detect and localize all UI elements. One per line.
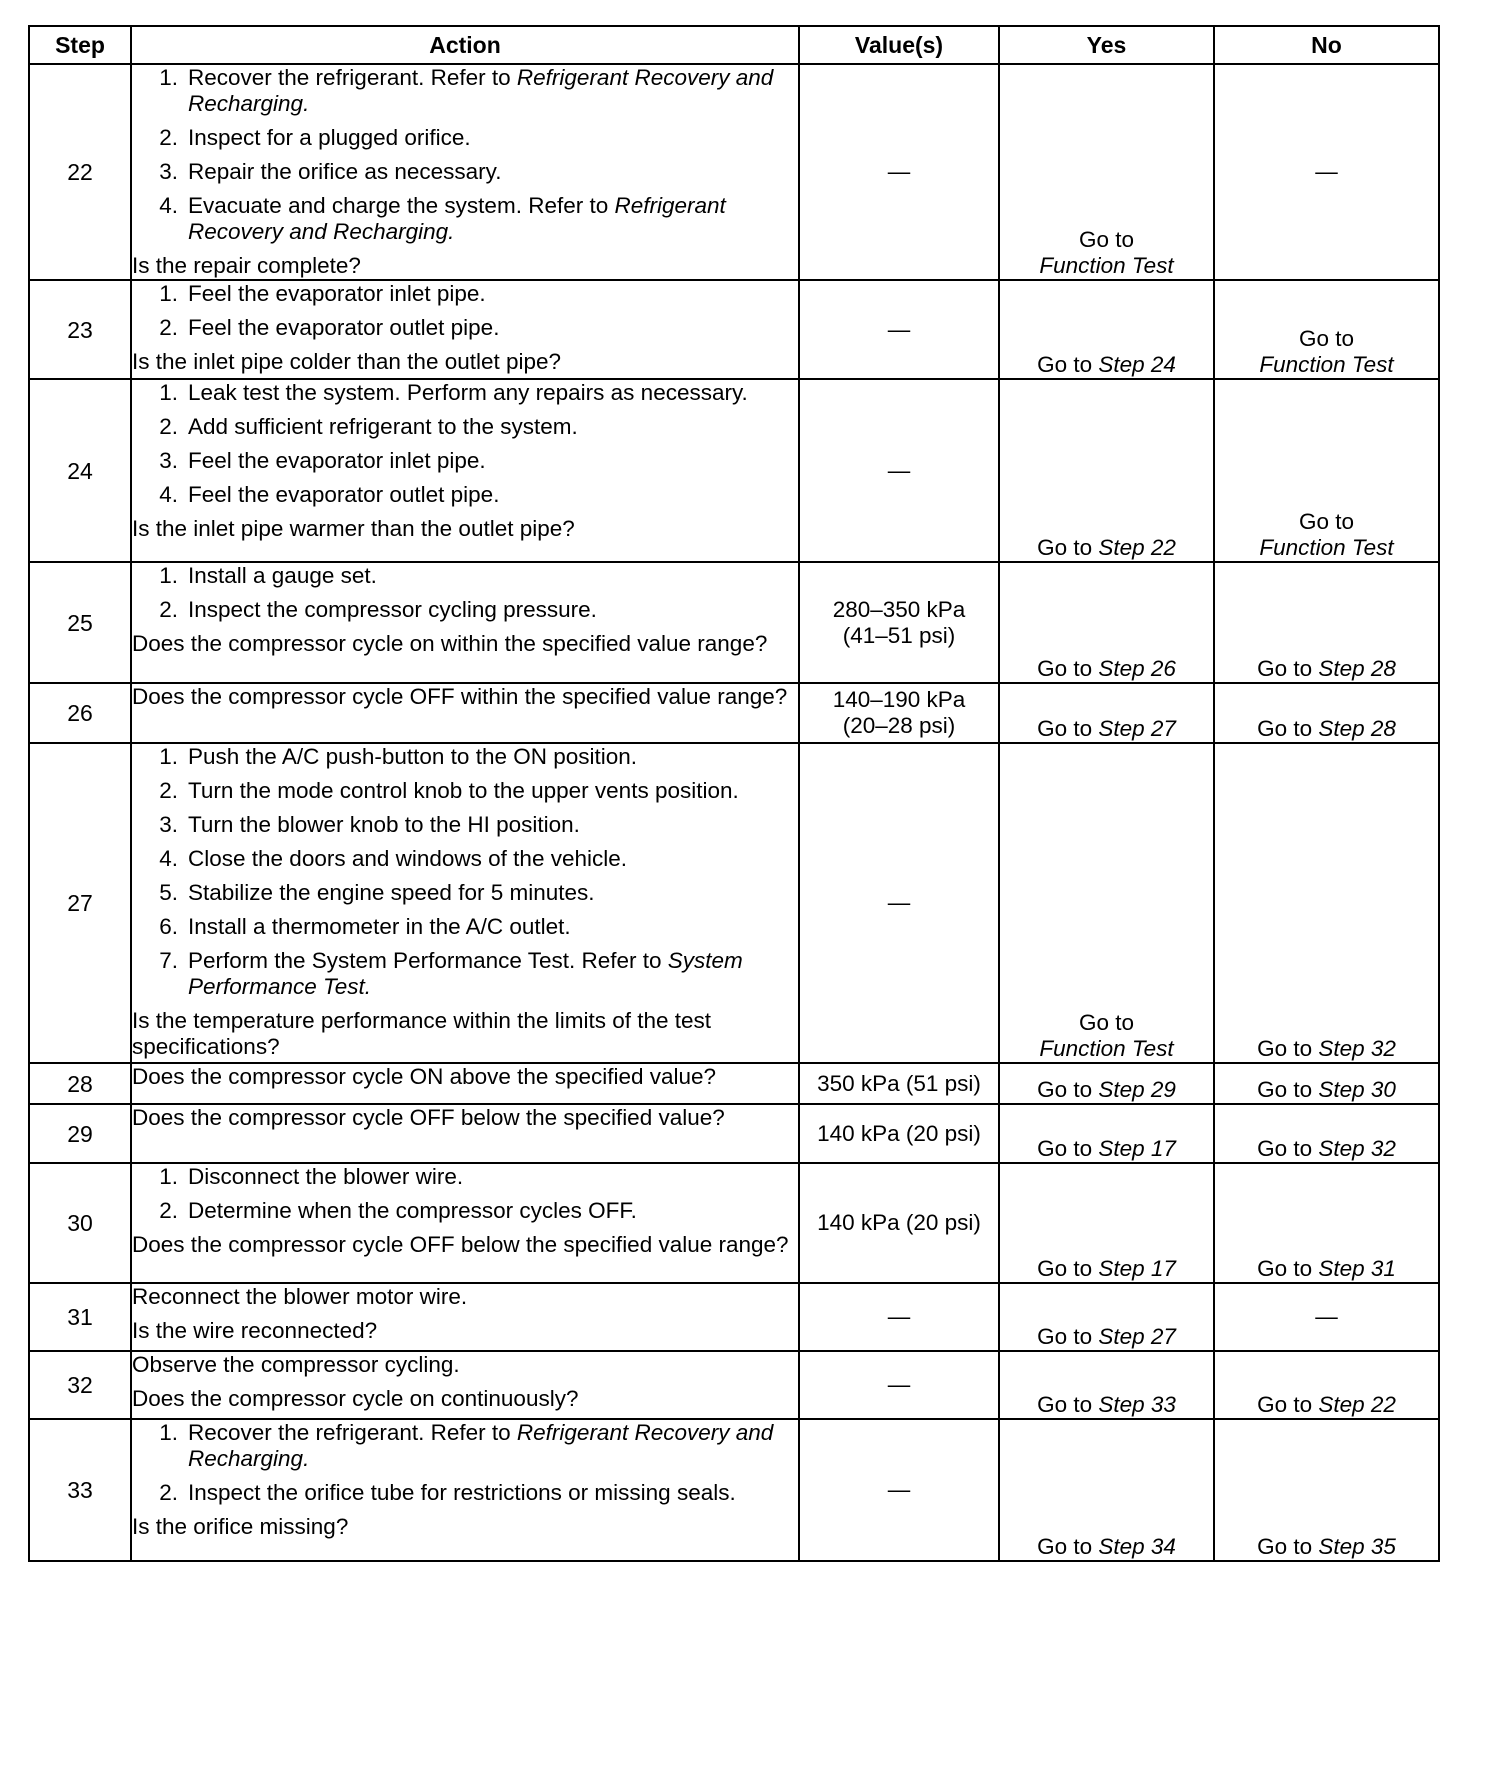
nav-line [1215, 509, 1438, 535]
action-question: Is the temperature performance within the limits of the test specifications? [132, 1008, 712, 1059]
substep-number: 2. [159, 597, 178, 622]
nav-prefix: Go to [1037, 1534, 1099, 1559]
yes-cell [999, 1419, 1214, 1561]
nav-prefix: Go to [1257, 1036, 1319, 1061]
nav-line [1215, 1392, 1438, 1418]
action-cell [131, 743, 799, 1063]
action-cell [131, 280, 799, 379]
yes-cell [999, 1163, 1214, 1283]
value-line: — [887, 890, 911, 915]
substep [132, 744, 798, 770]
substep [132, 65, 798, 117]
substep-number: 2. [159, 414, 178, 439]
no-cell [1214, 379, 1439, 562]
substep [132, 315, 798, 341]
substep-list [132, 563, 798, 623]
action-question: Does the compressor cycle OFF below the specified value? [132, 1105, 725, 1130]
value-line: — [887, 159, 911, 184]
value-line: — [887, 1372, 911, 1397]
substep-number: 1. [159, 1164, 178, 1189]
nav-link[interactable]: Step 30 [1318, 1077, 1396, 1102]
nav-line [1000, 716, 1213, 742]
reference-link[interactable]: Refrigerant Recovery and Recharging. [188, 65, 774, 116]
nav-prefix: Go to [1257, 1136, 1319, 1161]
value-line: 140–190 kPa [832, 687, 966, 712]
action-cell [131, 1351, 799, 1419]
nav-link[interactable]: Step 31 [1318, 1256, 1396, 1281]
substep-text [188, 482, 798, 508]
substep-text-part: Inspect the orifice tube for restrictions or missing seals. [188, 1480, 736, 1505]
nav-prefix: Go to [1257, 1392, 1319, 1417]
header-action: Action [131, 26, 799, 64]
substep-number: 2. [159, 1480, 178, 1505]
substep-number: 2. [159, 125, 178, 150]
nav-link[interactable]: Step 28 [1318, 716, 1396, 741]
table-row [29, 379, 1439, 562]
substep-text-part: Repair the orifice as necessary. [188, 159, 502, 184]
nav-link[interactable]: Function Test [1039, 1036, 1174, 1061]
value-cell [799, 1351, 999, 1419]
substep-number: 3. [159, 448, 178, 473]
diagnostic-table [28, 25, 1440, 1562]
table-row [29, 743, 1439, 1063]
no-cell [1214, 1351, 1439, 1419]
nav-line [1000, 352, 1213, 378]
header-no: No [1214, 26, 1439, 64]
nav-line [1000, 535, 1213, 561]
substep-number: 7. [159, 948, 178, 973]
substep-number: 2. [159, 778, 178, 803]
action-question: Is the inlet pipe colder than the outlet pipe? [132, 349, 562, 374]
value-line: 140 kPa (20 psi) [817, 1210, 981, 1235]
dash: — [1315, 1304, 1338, 1329]
nav-link[interactable]: Step 32 [1318, 1136, 1396, 1161]
substep-number: 1. [159, 563, 178, 588]
substep-text [188, 563, 798, 589]
substep-number: 2. [159, 1198, 178, 1223]
substep-text-part: Feel the evaporator outlet pipe. [188, 482, 500, 507]
substep-text [188, 597, 798, 623]
no-cell [1214, 1104, 1439, 1163]
substep-number: 4. [159, 193, 178, 218]
nav-link[interactable]: Step 22 [1098, 535, 1176, 560]
substep-list [132, 281, 798, 341]
substep-number: 1. [159, 380, 178, 405]
nav-prefix: Go to [1037, 1256, 1099, 1281]
substep-text-part: Determine when the compressor cycles OFF. [188, 1198, 637, 1223]
nav-link[interactable]: Step 26 [1098, 656, 1176, 681]
substep [132, 563, 798, 589]
nav-link[interactable]: Function Test [1259, 535, 1394, 560]
table-row [29, 1063, 1439, 1104]
no-cell [1214, 1163, 1439, 1283]
substep-text-part: Inspect for a plugged orifice. [188, 125, 471, 150]
action-cell [131, 1283, 799, 1351]
substep [132, 159, 798, 185]
step-number: 24 [29, 379, 131, 562]
action-question: Is the inlet pipe warmer than the outlet pipe? [132, 516, 575, 541]
header-values: Value(s) [799, 26, 999, 64]
no-cell [1214, 743, 1439, 1063]
substep-text [188, 159, 798, 185]
table-row [29, 683, 1439, 743]
action-cell [131, 1063, 799, 1104]
nav-prefix: Go to [1037, 1392, 1099, 1417]
nav-line [1215, 326, 1438, 352]
substep-text [188, 65, 798, 117]
value-line: (41–51 psi) [842, 622, 956, 648]
step-number: 26 [29, 683, 131, 743]
no-cell [1214, 1419, 1439, 1561]
table-row [29, 1163, 1439, 1283]
substep [132, 125, 798, 151]
substep-text-part: Push the A/C push-button to the ON position. [188, 744, 638, 769]
substep-text-part: Close the doors and windows of the vehicle. [188, 846, 628, 871]
step-number: 33 [29, 1419, 131, 1561]
action-question: Does the compressor cycle on continuously? [132, 1386, 579, 1411]
table-row [29, 1283, 1439, 1351]
substep-number: 4. [159, 846, 178, 871]
substep-number: 6. [159, 914, 178, 939]
value-line: 280–350 kPa [832, 596, 966, 622]
substep-text [188, 846, 798, 872]
value-cell [799, 562, 999, 683]
table-body [29, 64, 1439, 1561]
substep [132, 846, 798, 872]
substep-text [188, 125, 798, 151]
no-cell [1214, 1283, 1439, 1351]
substep-number: 4. [159, 482, 178, 507]
nav-prefix: Go to [1257, 1256, 1319, 1281]
substep [132, 193, 798, 245]
substep [132, 1198, 798, 1224]
step-number: 29 [29, 1104, 131, 1163]
step-number: 27 [29, 743, 131, 1063]
table-row [29, 1104, 1439, 1163]
value-cell [799, 1063, 999, 1104]
action-cell [131, 64, 799, 280]
substep [132, 948, 798, 1000]
yes-cell [999, 1063, 1214, 1104]
nav-prefix: Go to [1257, 1534, 1319, 1559]
nav-line [1000, 1534, 1213, 1560]
yes-cell [999, 743, 1214, 1063]
substep-text [188, 1480, 798, 1506]
table-row [29, 1419, 1439, 1561]
value-line: — [887, 457, 911, 483]
nav-prefix: Go to [1037, 716, 1099, 741]
action-cell [131, 379, 799, 562]
substep [132, 281, 798, 307]
substep [132, 778, 798, 804]
substep-text [188, 880, 798, 906]
substep-text [188, 281, 798, 307]
value-cell [799, 1283, 999, 1351]
nav-link[interactable]: Step 24 [1098, 352, 1176, 377]
substep-text-part: Feel the evaporator inlet pipe. [188, 281, 486, 306]
action-question: Reconnect the blower motor wire. [132, 1284, 468, 1309]
nav-link[interactable]: Step 22 [1318, 1392, 1396, 1417]
yes-cell [999, 1104, 1214, 1163]
action-question: Does the compressor cycle OFF below the specified value range? [132, 1232, 789, 1257]
nav-prefix: Go to [1037, 1136, 1099, 1161]
value-line: 350 kPa (51 psi) [817, 1070, 981, 1096]
reference-link[interactable]: Refrigerant Recovery and Recharging. [188, 1420, 774, 1471]
substep-text-part: Add sufficient refrigerant to the system. [188, 414, 578, 439]
substep [132, 812, 798, 838]
yes-cell [999, 1351, 1214, 1419]
nav-line [1000, 1136, 1213, 1162]
substep [132, 1420, 798, 1472]
nav-link[interactable]: Step 27 [1098, 1324, 1176, 1349]
substep-text-part: Recover the refrigerant. Refer to [188, 65, 517, 90]
reference-link[interactable]: System Performance Test. [188, 948, 743, 999]
substep-text [188, 812, 798, 838]
yes-cell [999, 683, 1214, 743]
action-question: Observe the compressor cycling. [132, 1352, 460, 1377]
no-cell [1214, 1063, 1439, 1104]
substep-number: 1. [159, 65, 178, 90]
substep [132, 1480, 798, 1506]
nav-prefix: Go to [1037, 535, 1099, 560]
substep-text-part: Feel the evaporator inlet pipe. [188, 448, 486, 473]
nav-prefix: Go to [1078, 1010, 1135, 1035]
action-question: Is the wire reconnected? [132, 1318, 378, 1343]
action-question: Does the compressor cycle ON above the specified value? [132, 1064, 717, 1089]
substep-text [188, 448, 798, 474]
nav-link[interactable]: Step 27 [1098, 716, 1176, 741]
action-cell [131, 1163, 799, 1283]
nav-link[interactable]: Step 34 [1098, 1534, 1176, 1559]
substep-number: 1. [159, 744, 178, 769]
substep-text [188, 414, 798, 440]
nav-prefix: Go to [1037, 1077, 1099, 1102]
table-row [29, 562, 1439, 683]
nav-line [1000, 1324, 1213, 1350]
substep [132, 414, 798, 440]
substep-number: 3. [159, 159, 178, 184]
substep-text-part: Feel the evaporator outlet pipe. [188, 315, 500, 340]
nav-line [1000, 1036, 1213, 1062]
nav-line [1000, 1010, 1213, 1036]
no-cell [1214, 280, 1439, 379]
substep-list [132, 65, 798, 245]
value-line: — [887, 316, 911, 342]
nav-line [1215, 656, 1438, 682]
nav-link[interactable]: Step 33 [1098, 1392, 1176, 1417]
nav-prefix: Go to [1257, 716, 1319, 741]
substep-text [188, 1164, 798, 1190]
nav-prefix: Go to [1037, 656, 1099, 681]
substep-text [188, 1198, 798, 1224]
dash: — [1315, 159, 1338, 184]
substep-text-part: Stabilize the engine speed for 5 minutes. [188, 880, 595, 905]
substep-text-part: Inspect the compressor cycling pressure. [188, 597, 597, 622]
table-row [29, 64, 1439, 280]
nav-link[interactable]: Step 29 [1098, 1077, 1176, 1102]
nav-line [1215, 716, 1438, 742]
yes-cell [999, 280, 1214, 379]
substep-text-part: Turn the blower knob to the HI position. [188, 812, 580, 837]
step-number: 32 [29, 1351, 131, 1419]
substep-number: 3. [159, 812, 178, 837]
action-question: Does the compressor cycle on within the specified value range? [132, 631, 768, 656]
action-cell [131, 1419, 799, 1561]
nav-prefix: Go to [1257, 656, 1319, 681]
yes-cell [999, 1283, 1214, 1351]
substep-number: 2. [159, 315, 178, 340]
action-cell [131, 683, 799, 743]
yes-cell [999, 379, 1214, 562]
nav-link[interactable]: Function Test [1039, 253, 1174, 278]
substep [132, 1164, 798, 1190]
nav-line [1000, 253, 1213, 279]
nav-line [1000, 227, 1213, 253]
substep-text-part: Leak test the system. Perform any repairs as necessary. [188, 380, 748, 405]
substep-text [188, 948, 798, 1000]
value-cell [799, 683, 999, 743]
nav-line [1215, 1256, 1438, 1282]
yes-cell [999, 64, 1214, 280]
substep-list [132, 380, 798, 508]
value-cell [799, 64, 999, 280]
nav-line [1000, 656, 1213, 682]
substep-text-part: Perform the System Performance Test. Refer to [188, 948, 668, 973]
nav-link[interactable]: Step 28 [1318, 656, 1396, 681]
nav-prefix: Go to [1037, 1324, 1099, 1349]
step-number: 28 [29, 1063, 131, 1104]
nav-prefix: Go to [1298, 326, 1355, 351]
value-line: 140 kPa (20 psi) [817, 1120, 981, 1146]
substep-number: 5. [159, 880, 178, 905]
substep [132, 914, 798, 940]
substep-list [132, 744, 798, 1000]
substep [132, 380, 798, 406]
nav-link[interactable]: Function Test [1259, 352, 1394, 377]
nav-prefix: Go to [1257, 1077, 1319, 1102]
substep [132, 597, 798, 623]
substep-text [188, 380, 798, 406]
substep [132, 880, 798, 906]
nav-line [1215, 1136, 1438, 1162]
no-cell [1214, 562, 1439, 683]
substep-number: 1. [159, 281, 178, 306]
no-cell [1214, 683, 1439, 743]
substep-text-part: Turn the mode control knob to the upper vents position. [188, 778, 739, 803]
header-row [29, 26, 1439, 64]
no-cell [1214, 64, 1439, 280]
substep-text-part: Evacuate and charge the system. Refer to [188, 193, 615, 218]
substep-text [188, 193, 798, 245]
nav-link[interactable]: Step 17 [1098, 1136, 1176, 1161]
substep-text-part: Recover the refrigerant. Refer to [188, 1420, 517, 1445]
reference-link[interactable]: Refrigerant Recovery and Recharging. [188, 193, 726, 244]
value-cell [799, 379, 999, 562]
header-step: Step [29, 26, 131, 64]
nav-link[interactable]: Step 17 [1098, 1256, 1176, 1281]
value-cell [799, 1163, 999, 1283]
substep-list [132, 1164, 798, 1224]
substep [132, 482, 798, 508]
nav-link[interactable]: Step 32 [1318, 1036, 1396, 1061]
substep-number: 1. [159, 1420, 178, 1445]
table-row [29, 280, 1439, 379]
step-number: 31 [29, 1283, 131, 1351]
substep [132, 448, 798, 474]
substep-text [188, 1420, 798, 1472]
value-line: (20–28 psi) [842, 713, 956, 738]
action-question: Is the repair complete? [132, 253, 361, 278]
table-row [29, 1351, 1439, 1419]
value-cell [799, 280, 999, 379]
value-cell [799, 1419, 999, 1561]
action-question: Does the compressor cycle OFF within the specified value range? [132, 684, 788, 709]
substep-text-part: Install a gauge set. [188, 563, 377, 588]
nav-line [1215, 1534, 1438, 1560]
nav-line [1000, 1077, 1213, 1103]
step-number: 25 [29, 562, 131, 683]
action-cell [131, 1104, 799, 1163]
value-line: — [887, 1477, 911, 1502]
nav-line [1215, 352, 1438, 378]
substep-text [188, 778, 798, 804]
step-number: 30 [29, 1163, 131, 1283]
nav-line [1000, 1392, 1213, 1418]
substep-text [188, 914, 798, 940]
value-line: — [887, 1304, 911, 1329]
nav-line [1215, 535, 1438, 561]
substep-text-part: Install a thermometer in the A/C outlet. [188, 914, 571, 939]
nav-line [1000, 1256, 1213, 1282]
nav-line [1215, 1036, 1438, 1062]
value-cell [799, 1104, 999, 1163]
substep-text [188, 315, 798, 341]
action-cell [131, 562, 799, 683]
yes-cell [999, 562, 1214, 683]
nav-prefix: Go to [1078, 227, 1135, 252]
action-question: Is the orifice missing? [132, 1514, 349, 1539]
substep-text-part: Disconnect the blower wire. [188, 1164, 464, 1189]
substep-text [188, 744, 798, 770]
header-yes: Yes [999, 26, 1214, 64]
nav-prefix: Go to [1298, 509, 1355, 534]
step-number: 22 [29, 64, 131, 280]
value-cell [799, 743, 999, 1063]
nav-link[interactable]: Step 35 [1318, 1534, 1396, 1559]
substep-list [132, 1420, 798, 1506]
nav-line [1215, 1077, 1438, 1103]
nav-prefix: Go to [1037, 352, 1099, 377]
step-number: 23 [29, 280, 131, 379]
